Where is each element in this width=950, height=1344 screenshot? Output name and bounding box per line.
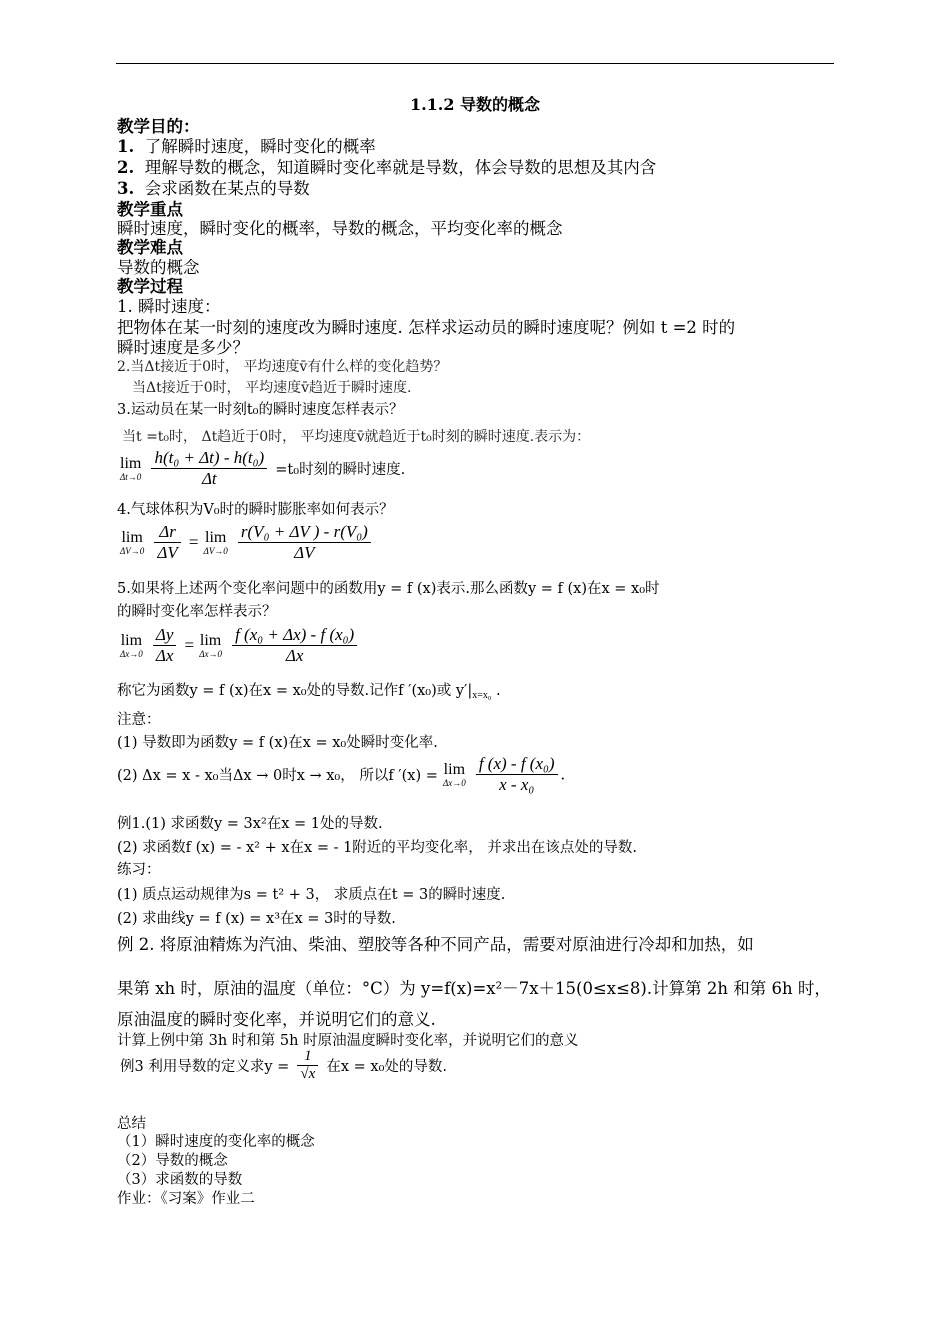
example-1-b: (2) 求函数f (x) = - x² + x在x = - 1附近的平均变化率， 并求出在该点处的导数. [117,840,638,856]
example-3: 例3 利用导数的定义求y = $\frac{1}{√x}$ 在x = x₀处的导数. [120,1048,448,1082]
formula-instant-velocity: lim Δt→0 $\frac{\text{h(t₀ + Δt) - h(t₀)}}{\Delta t}$ =t₀时刻的瞬时速度. [120,448,406,488]
note-2: (2) Δx = x - x₀当Δx → 0时x → x₀， 所以f ′(x) = lim Δx→0 $\frac{\text{f (x) - f (x₀)}}{\text{x - x₀}}$ . [117,754,565,794]
note-1: (1) 导数即为函数y = f (x)在x = x₀处瞬时变化率. [117,735,438,751]
header-rule [116,63,834,64]
summary-item-3: （3）求函数的导数 [117,1172,243,1188]
question-4: 4.气球体积为V₀时的瞬时膨胀率如何表示？ [117,502,394,518]
goal-3: 3. 会求函数在某点的导数 [117,179,310,198]
key-heading: 教学重点 [117,200,183,219]
formula-expansion-rate: lim ΔV→0 $\frac{\Delta r}{\Delta V}$ = lim ΔV→0 $\frac{\text{r(V₀ + ΔV ) - r(V₀)}}{\Delta V}$ [120,522,374,563]
difficulty-heading: 教学难点 [117,238,183,257]
summary-item-2: （2）导数的概念 [117,1153,228,1169]
question-3-answer: 当t =t₀时， Δt趋近于0时， 平均速度v̄就趋近于t₀时刻的瞬时速度.表示为： [122,429,591,445]
question-3: 3.运动员在某一时刻t₀的瞬时速度怎样表示？ [117,402,404,418]
example-1-a: 例1.(1) 求函数y = 3x²在x = 1处的导数. [117,816,383,832]
example-2-b: 果第 xh 时，原油的温度（单位：°C）为 y=f(x)=x²－7x＋15(0≤x≤8).计算第 2h 和第 6h 时， [117,979,831,998]
summary-item-1: （1）瞬时速度的变化率的概念 [117,1134,315,1150]
homework: 作业：《习案》作业二 [117,1191,255,1207]
example-2-follow: 计算上例中第 3h 时和第 5h 时原油温度瞬时变化率，并说明它们的意义 [117,1033,579,1049]
summary-heading: 总结 [117,1116,146,1132]
question-2: 2.当Δt接近于0时， 平均速度v̄有什么样的变化趋势？ [117,359,448,375]
practice-heading: 练习： [117,862,161,878]
formula-derivative-limit: lim Δx→0 $\frac{\Delta y}{\Delta x}$ = lim Δx→0 $\frac{\text{f (x₀ + Δx) - f (x₀)}}{\Delta x}$ [120,625,360,666]
difficulty-text: 导数的概念 [117,258,200,277]
section-1: 1. 瞬时速度： [117,297,221,316]
section-1-text-b: 瞬时速度是多少？ [117,338,249,357]
derivative-definition: 称它为函数y = f (x)在x = x₀处的导数.记作f ′(x₀)或 $y'|_{x=x_0}$ . [117,683,501,701]
page-title: 1.1.2 导数的概念 [409,95,541,114]
process-heading: 教学过程 [117,277,183,296]
section-1-text-a: 把物体在某一时刻的速度改为瞬时速度. 怎样求运动员的瞬时速度呢？例如 t =2 时的 [117,318,736,337]
example-2-c: 原油温度的瞬时变化率，并说明它们的意义. [117,1010,436,1029]
question-5-b: 的瞬时变化率怎样表示？ [117,604,277,620]
practice-2: (2) 求曲线y = f (x) = x³在x = 3时的导数. [117,911,396,927]
practice-1: (1) 质点运动规律为s = t² + 3， 求质点在t = 3的瞬时速度. [117,887,506,903]
question-2-answer: 当Δt接近于0时， 平均速度v̄趋近于瞬时速度. [132,380,412,396]
key-text: 瞬时速度，瞬时变化的概率，导数的概念，平均变化率的概念 [117,219,563,238]
goals-heading: 教学目的： [117,117,200,136]
goal-2: 2. 理解导数的概念，知道瞬时变化率就是导数，体会导数的思想及其内含 [117,158,657,177]
note-heading: 注意： [117,712,161,728]
goal-1: 1. 了解瞬时速度，瞬时变化的概率 [117,137,376,156]
example-2-a: 例 2. 将原油精炼为汽油、柴油、塑胶等各种不同产品，需要对原油进行冷却和加热，如 [117,935,754,954]
question-5-a: 5.如果将上述两个变化率问题中的函数用y = f (x)表示.那么函数y = f (x)在x = x₀时 [117,581,660,597]
